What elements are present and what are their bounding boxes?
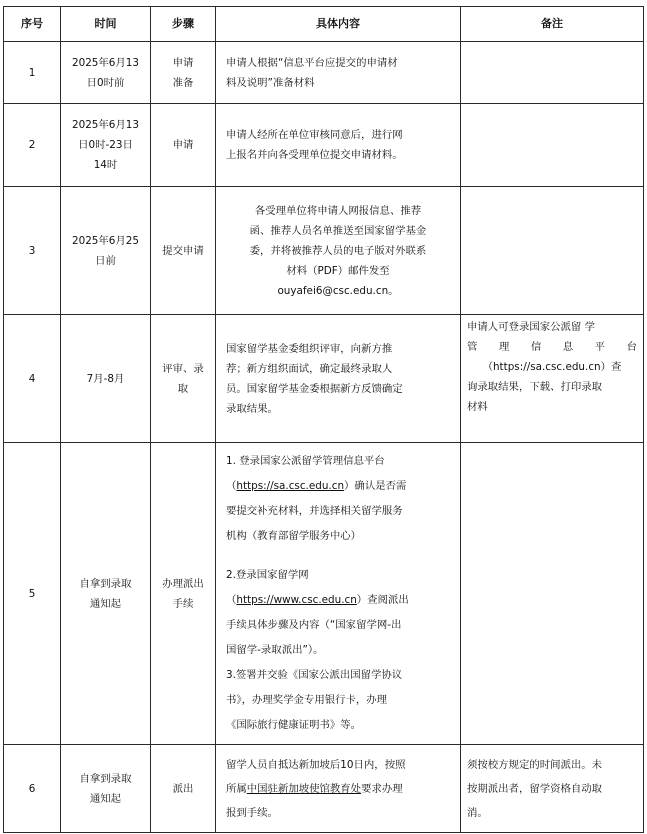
- time-line: 日前: [95, 254, 116, 267]
- content-line: ouyafei6@csc.edu.cn。: [277, 284, 399, 297]
- row-content: [216, 187, 461, 315]
- content-text: ）确认是否需: [344, 480, 407, 492]
- row-remark: [461, 187, 644, 315]
- content-line: 国家留学基金委组织评审，向新方推: [226, 342, 393, 355]
- row-remark: [461, 745, 644, 833]
- row-remark: [461, 104, 644, 187]
- schedule-table: [3, 6, 644, 833]
- table-row: [4, 745, 644, 833]
- row-step: [151, 187, 216, 315]
- step-line: 手续: [172, 597, 194, 610]
- content-line: 3.签署并交验《国家公派出国留学协议: [226, 669, 403, 681]
- time-line: 14时: [93, 159, 118, 171]
- time-line: 日0时-23日: [78, 139, 133, 151]
- remark-line: 询录取结果，下载、打印录取: [467, 381, 603, 393]
- step-line: 申请: [172, 56, 194, 69]
- header-content: 具体内容: [216, 7, 461, 42]
- content-text: ）查阅派出: [356, 594, 409, 606]
- row-num: 2: [4, 104, 61, 187]
- row-content: [216, 443, 461, 745]
- content-line: 申请人经所在单位审核同意后，进行网: [226, 129, 403, 141]
- remark-line: 管 理 信 息 平 台: [467, 341, 637, 353]
- time-line: 通知起: [89, 792, 122, 805]
- table-header-row: [4, 7, 644, 42]
- row-content: [216, 315, 461, 443]
- paragraph-gap: [226, 549, 450, 563]
- embassy-education-office-link[interactable]: 中国驻新加坡使馆教育处: [246, 782, 362, 795]
- content-line: [226, 588, 450, 613]
- remark-line: 须按校方规定的时间派出。未: [467, 758, 603, 771]
- content-line: 上报名并向各受理单位提交申请材料。: [226, 149, 403, 161]
- content-line: 各受理单位将申请人网报信息、推荐: [254, 204, 422, 217]
- step-line: 提交申请: [162, 244, 204, 257]
- content-line: 书》，办理奖学金专用银行卡，办理: [226, 694, 388, 706]
- time-line: 7月-8月: [86, 372, 125, 385]
- time-line: 自拿到录取: [79, 577, 132, 590]
- time-line: 2025年6月25: [71, 234, 140, 247]
- content-line: 报到手续。: [226, 806, 278, 819]
- content-line: 手续具体步骤及内容（“国家留学网-出: [226, 619, 402, 631]
- step-line: 准备: [172, 76, 194, 89]
- row-content: [216, 104, 461, 187]
- step-line: 办理派出: [162, 577, 204, 590]
- row-remark: [461, 443, 644, 745]
- content-line: 留学人员自抵达新加坡后10日内，按照: [226, 758, 406, 771]
- row-time: [61, 745, 151, 833]
- row-step: [151, 443, 216, 745]
- table-row: [4, 315, 644, 443]
- content-line: 录取结果。: [226, 402, 278, 415]
- remark-line: 申请人可登录国家公派留 学: [467, 321, 595, 333]
- remark-line: （https://sa.csc.edu.cn）查: [482, 361, 622, 373]
- table-row: [4, 42, 644, 104]
- content-line: 材料（PDF）邮件发至: [286, 264, 390, 277]
- header-step: 步骤: [151, 7, 216, 42]
- content-line: 荐；新方组织面试，确定最终录取人: [226, 362, 393, 375]
- content-text: 要求办理: [361, 782, 403, 795]
- table-row: [4, 443, 644, 745]
- time-line: 2025年6月13: [71, 119, 140, 131]
- step-line: 评审、录: [162, 362, 204, 375]
- row-time: [61, 104, 151, 187]
- content-line: 委，并将被推荐人员的电子版对外联系: [249, 244, 427, 257]
- step-line: 派出: [172, 782, 194, 795]
- content-line: 1. 登录国家公派留学管理信息平台: [226, 455, 385, 467]
- row-remark: [461, 42, 644, 104]
- csc-sa-link[interactable]: https://sa.csc.edu.cn: [236, 480, 345, 492]
- row-time: [61, 315, 151, 443]
- content-line: [226, 474, 450, 499]
- content-line: [226, 777, 450, 801]
- row-content: [216, 745, 461, 833]
- content-line: 《国际旅行健康证明书》等。: [226, 719, 362, 731]
- remark-line: 材料: [467, 401, 488, 413]
- row-time: [61, 443, 151, 745]
- table-row: [4, 104, 644, 187]
- row-remark: [461, 315, 644, 443]
- row-time: [61, 42, 151, 104]
- time-line: 自拿到录取: [79, 772, 132, 785]
- row-num: 5: [4, 443, 61, 745]
- step-line: 申请: [172, 139, 194, 151]
- row-content: [216, 42, 461, 104]
- row-num: 1: [4, 42, 61, 104]
- row-step: [151, 745, 216, 833]
- time-line: 通知起: [89, 597, 122, 610]
- row-num: 6: [4, 745, 61, 833]
- remark-line: 消。: [467, 806, 488, 819]
- content-text: 所属: [226, 782, 247, 795]
- time-line: 2025年6月13: [71, 56, 140, 69]
- content-line: 料及说明”准备材料: [226, 76, 315, 89]
- content-line: 员。国家留学基金委根据新方反馈确定: [226, 382, 403, 395]
- row-step: [151, 42, 216, 104]
- table-row: [4, 187, 644, 315]
- remark-line: 按期派出者，留学资格自动取: [467, 782, 603, 795]
- content-line: 机构（教育部留学服务中心）: [226, 530, 362, 542]
- content-line: 2.登录国家留学网: [226, 569, 309, 581]
- header-remark: 备注: [461, 7, 644, 42]
- content-line: 要提交补充材料，并选择相关留学服务: [226, 505, 403, 517]
- row-step: [151, 315, 216, 443]
- row-num: 4: [4, 315, 61, 443]
- header-num: 序号: [4, 7, 61, 42]
- csc-www-link[interactable]: https://www.csc.edu.cn: [236, 594, 357, 606]
- time-line: 日0时前: [86, 76, 125, 89]
- content-line: 国留学-录取派出”）。: [226, 644, 324, 656]
- header-time: 时间: [61, 7, 151, 42]
- content-text: （: [226, 480, 237, 492]
- row-num: 3: [4, 187, 61, 315]
- row-time: [61, 187, 151, 315]
- content-line: 申请人根据“信息平台应提交的申请材: [226, 56, 398, 69]
- content-text: （: [226, 594, 237, 606]
- row-step: [151, 104, 216, 187]
- content-line: 函、推荐人员名单推送至国家留学基金: [249, 224, 427, 237]
- step-line: 取: [177, 382, 189, 395]
